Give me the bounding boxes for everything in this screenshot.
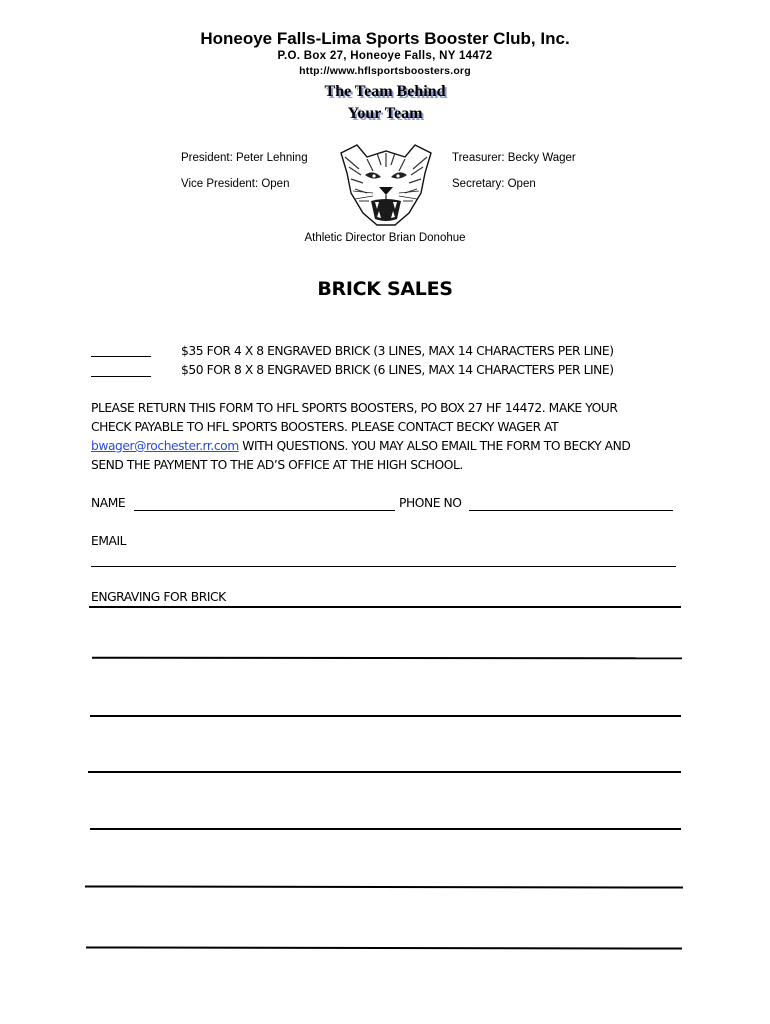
slogan-line-2: Your Team	[347, 105, 423, 122]
phone-label: PHONE NO	[399, 496, 462, 510]
option2-label: $50 FOR 8 X 8 ENGRAVED BRICK (6 LINES, MAX 14 CHARACTERS PER LINE)	[181, 363, 614, 377]
contact-email-link[interactable]: bwager@rochester.rr.com	[91, 439, 239, 453]
engraving-line-5[interactable]	[90, 828, 681, 830]
option1-quantity-blank[interactable]	[91, 356, 151, 357]
option2-quantity-blank[interactable]	[91, 376, 151, 377]
engraving-line-6[interactable]	[85, 885, 683, 888]
name-label: NAME	[91, 496, 126, 510]
phone-field[interactable]	[469, 510, 673, 511]
athletic-director-label: Athletic Director Brian Donohue	[304, 232, 466, 244]
organization-address: P.O. Box 27, Honeoye Falls, NY 14472	[277, 50, 493, 62]
form-title: BRICK SALES	[317, 278, 453, 300]
engraving-line-4[interactable]	[88, 771, 681, 773]
instructions-line-3	[91, 437, 630, 456]
president-label: President: Peter Lehning	[181, 152, 308, 164]
instructions-line-4: SEND THE PAYMENT TO THE AD’S OFFICE AT THE HIGH SCHOOL.	[91, 458, 463, 472]
instructions-line-1: PLEASE RETURN THIS FORM TO HFL SPORTS BOOSTERS, PO BOX 27 HF 14472. MAKE YOUR	[91, 401, 618, 415]
engraving-line-2[interactable]	[92, 657, 682, 659]
email-field[interactable]	[91, 566, 676, 567]
vice-president-label: Vice President: Open	[181, 178, 290, 190]
organization-name: Honeoye Falls-Lima Sports Booster Club, Inc.	[200, 29, 570, 48]
organization-url[interactable]: http://www.hflsportsboosters.org	[299, 65, 471, 77]
instructions-line-2: CHECK PAYABLE TO HFL SPORTS BOOSTERS. PLEASE CONTACT BECKY WAGER AT	[91, 420, 559, 434]
engraving-label: ENGRAVING FOR BRICK	[91, 590, 226, 604]
email-label: EMAIL	[91, 534, 127, 548]
engraving-line-3[interactable]	[90, 715, 681, 717]
option1-label: $35 FOR 4 X 8 ENGRAVED BRICK (3 LINES, MAX 14 CHARACTERS PER LINE)	[181, 344, 614, 358]
name-field[interactable]	[134, 510, 395, 511]
engraving-line-1[interactable]	[89, 606, 681, 608]
slogan-line-1: The Team Behind	[324, 83, 446, 100]
engraving-line-7[interactable]	[86, 946, 682, 949]
instructions-line-3-rest: WITH QUESTIONS. YOU MAY ALSO EMAIL THE FORM TO BECKY AND	[238, 439, 631, 453]
wildcat-mascot-icon	[337, 143, 435, 227]
secretary-label: Secretary: Open	[452, 178, 536, 190]
treasurer-label: Treasurer: Becky Wager	[452, 152, 576, 164]
